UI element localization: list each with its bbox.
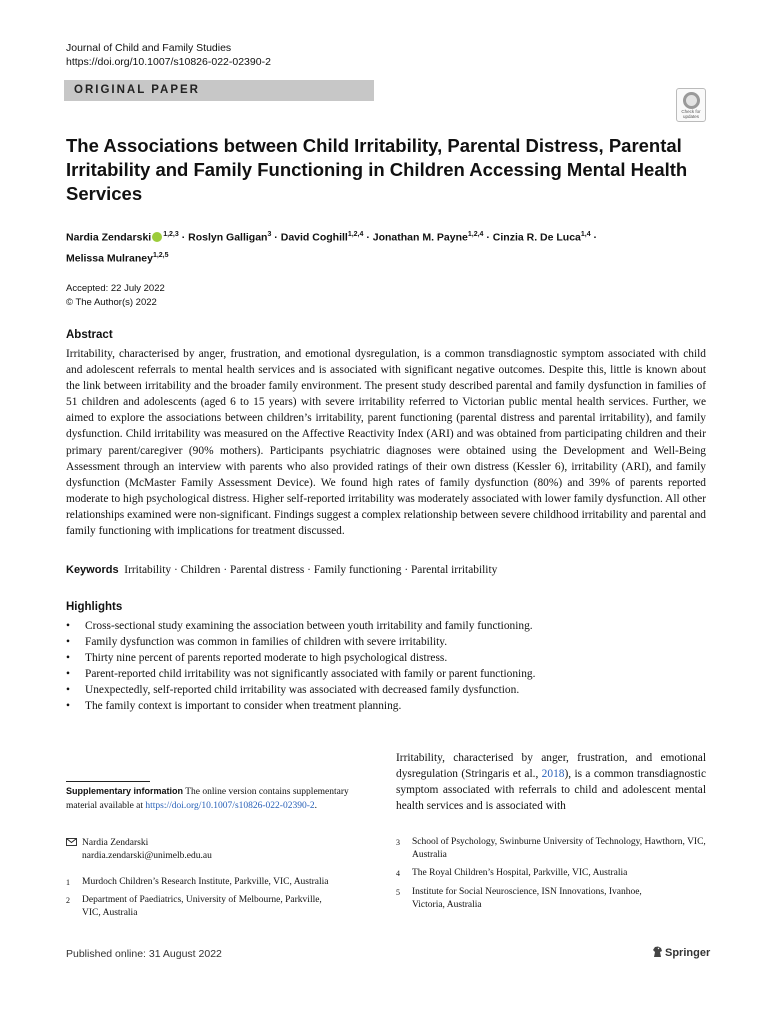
footnote-number: 3	[396, 838, 400, 847]
affiliation-footnote	[66, 894, 366, 920]
journal-name: Journal of Child and Family Studies	[66, 42, 232, 54]
corresponding-author	[66, 837, 366, 863]
intro-text-end: ), is a common transdiagnostic symptom associated with referrals to child and adolescent mental health services and is associated with	[396, 768, 706, 813]
author-affiliation: 1,2,3	[163, 231, 179, 238]
corresponding-email[interactable]: nardia.zendarski@unimelb.edu.au	[82, 851, 212, 861]
crossmark-label-2: updates	[682, 114, 699, 119]
author-affiliation: 3	[267, 231, 272, 238]
keyword: Parental distress	[229, 564, 305, 576]
publisher-logo	[652, 946, 710, 959]
supplementary-info	[66, 785, 362, 813]
article-type-banner: ORIGINAL PAPER	[64, 80, 374, 101]
highlight-item: • Unexpectedly, self-reported child irritability was associated with decreased family dysfunction.	[66, 682, 706, 698]
affiliation-footnote	[396, 886, 706, 912]
author-name[interactable]: Roslyn Galligan	[188, 231, 268, 244]
author-list: Nardia Zendarski $^{1,2,3}$ · Roslyn Galligan$^3$ · David Coghill$^{1,2,4}$ · Jonathan M. Payne$^{1,2,4}$ · Cinzia R. De Luca$^{1,4}$ · Melissa Mulraney$^{1,2,5}$	[66, 231, 598, 264]
affiliation-footnote	[396, 836, 706, 862]
highlight-item: • The family context is important to consider when treatment planning.	[66, 698, 706, 714]
keyword: Irritability	[124, 564, 172, 576]
affiliation-footnote	[396, 867, 706, 880]
keyword: Parental irritability	[410, 564, 498, 576]
keywords: Keywords Irritability · Children · Parental distress · Family functioning · Parental irritability	[66, 564, 498, 576]
corresponding-name: Nardia Zendarski	[82, 838, 149, 848]
publisher-name: Springer	[665, 947, 711, 959]
springer-horse-icon	[652, 946, 663, 958]
keyword: Family functioning	[313, 564, 402, 576]
author-name[interactable]: David Coghill	[280, 231, 348, 244]
accepted-date: Accepted: 22 July 2022	[66, 283, 165, 294]
crossmark-badge[interactable]	[676, 88, 706, 122]
intro-text-start: Irritability, characterised by anger, frustration, and emotional dysregulation (Stringaris et al.,	[396, 752, 706, 781]
article-title: The Associations between Child Irritability, Parental Distress, Parental Irritability and Family Functioning in Children Accessing Mental Health Services	[66, 135, 688, 204]
supplementary-label: Supplementary information	[66, 786, 184, 796]
crossmark-icon	[683, 92, 700, 109]
highlight-item: • Thirty nine percent of parents reported moderate to high psychological distress.	[66, 650, 706, 666]
highlights-heading: Highlights	[66, 601, 123, 613]
published-date: Published online: 31 August 2022	[66, 948, 222, 960]
doi-link[interactable]: https://doi.org/10.1007/s10826-022-02390-2	[66, 56, 271, 68]
supplementary-link[interactable]: https://doi.org/10.1007/s10826-022-02390-2	[145, 800, 315, 811]
footnote-number: 4	[396, 869, 400, 878]
supplementary-text: The online version contains supplementary material available at	[66, 787, 349, 811]
supplementary-end: .	[314, 800, 318, 811]
article-dates	[66, 282, 165, 310]
keywords-label: Keywords	[66, 564, 119, 576]
footnote-text: Institute for Social Neuroscience, ISN Innovations, Ivanhoe, Victoria, Australia	[412, 887, 642, 910]
highlights-list	[66, 618, 706, 714]
author-affiliation: 1,2,4	[467, 231, 484, 238]
footnote-number: 1	[66, 878, 70, 887]
affiliation-footnote	[66, 876, 366, 889]
footnote-number: 2	[66, 896, 70, 905]
keyword: Children	[180, 564, 221, 576]
copyright: © The Author(s) 2022	[66, 297, 157, 308]
highlight-item: • Cross-sectional study examining the association between youth irritability and family functioning.	[66, 618, 706, 634]
author-affiliation: 1,2,5	[152, 251, 169, 259]
author-affiliation: 1,2,4	[347, 231, 364, 238]
highlight-item: • Family dysfunction was common in families of children with severe irritability.	[66, 634, 706, 650]
orcid-icon[interactable]	[152, 232, 162, 242]
footnote-text: The Royal Children’s Hospital, Parkville, VIC, Australia	[412, 868, 628, 878]
introduction-paragraph	[396, 750, 706, 814]
footnote-divider	[66, 781, 150, 782]
author-affiliation: 1,4	[580, 231, 591, 238]
journal-header	[66, 41, 271, 69]
author-name[interactable]: Jonathan M. Payne	[372, 231, 468, 244]
abstract-body: Irritability, characterised by anger, frustration, and emotional dysregulation, is a common transdiagnostic symptom associated with child and adolescent referrals to mental health services and is associated with significant negative outcomes. Despite this, little is known about the link between irritability and the broader family environment. The present study described parental and family dysfunction in families of 51 children and adolescents (aged 6 to 15 years) with severe irritability referred to Victorian public mental health services. Further, we aimed to explore the associations between children’s irritability, parent functioning (parental distress and parental irritability), and family dysfunction. Child irritability was measured on the Affective Reactivity Index (ARI) and was obtained from participating children and their primary parent/caregiver (90% mothers). Participants psychiatric diagnoses were obtained using the Development and Well-Being Assessment through an interview with parents who also provided ratings of their own distress (Kessler 6), irritability (ARI), and family dysfunction (McMaster Family Assessment Device). We found high rates of family dysfunction (80%) and 39% of parents reported moderate to high psychological distress. Higher self-reported irritability was moderately associated with lower family dysfunction. All other relationships examined were non-significant. Findings suggest a complex relationship between severe childhood irritability and parental and family functioning with implications for treatment discussed.	[66, 348, 706, 538]
author-name[interactable]: Cinzia R. De Luca	[492, 231, 581, 244]
crossmark-label-1: Check for	[681, 109, 701, 114]
footnote-text: Department of Paediatrics, University of Melbourne, Parkville, VIC, Australia	[82, 895, 322, 918]
author-name[interactable]: Nardia Zendarski	[66, 231, 152, 244]
abstract-heading: Abstract	[66, 329, 113, 341]
envelope-icon	[66, 837, 77, 850]
footnote-text: School of Psychology, Swinburne University of Technology, Hawthorn, VIC, Australia	[412, 837, 706, 860]
footnote-text: Murdoch Children’s Research Institute, Parkville, VIC, Australia	[82, 877, 329, 887]
highlight-item: • Parent-reported child irritability was not significantly associated with family or parent functioning.	[66, 666, 706, 682]
citation-link[interactable]: 2018	[541, 768, 565, 781]
footnote-number: 5	[396, 888, 400, 897]
author-name[interactable]: Melissa Mulraney	[66, 252, 153, 264]
